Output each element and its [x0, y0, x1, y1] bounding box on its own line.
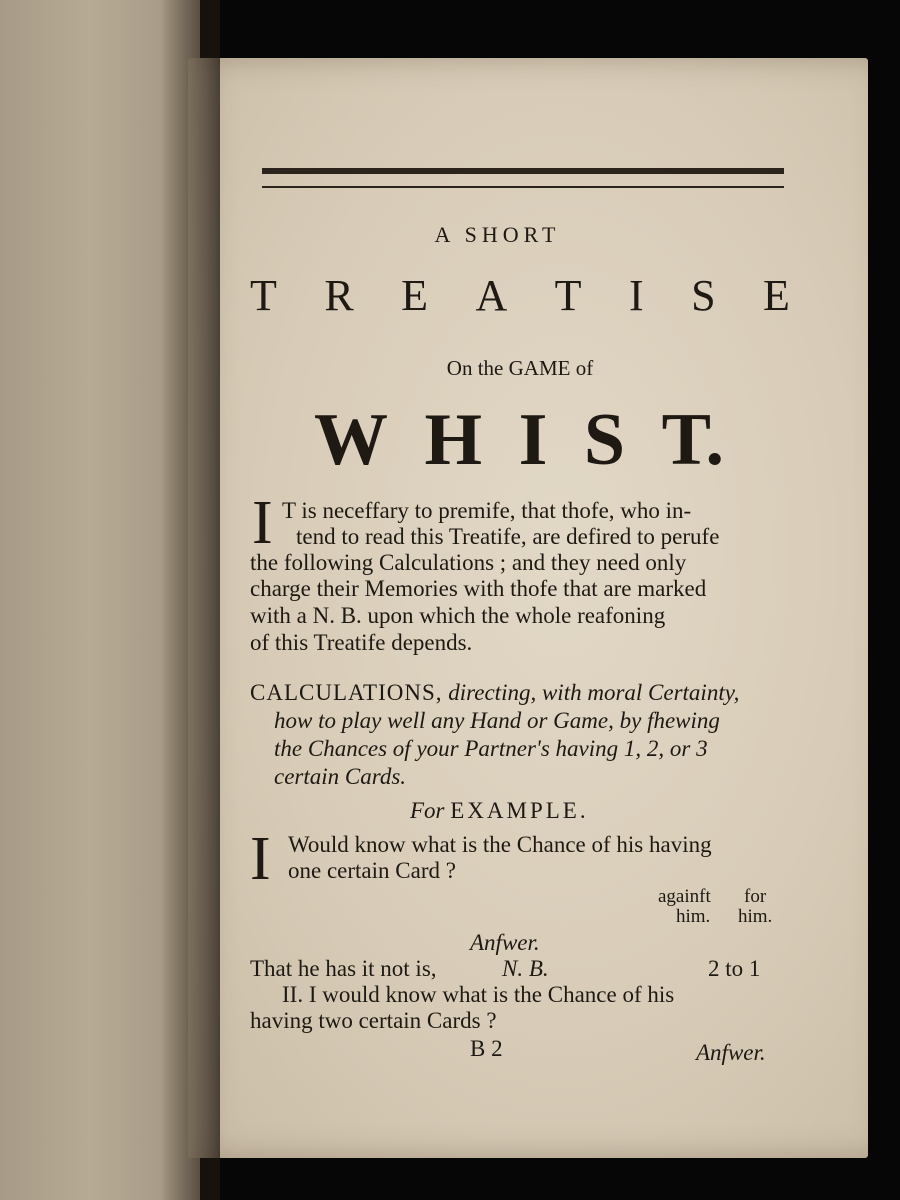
- column-header-against-him: him.: [676, 906, 711, 927]
- column-header-for: for: [744, 886, 767, 907]
- intro-line-2: tend to read this Treatife, are defired to perufe: [296, 524, 720, 549]
- calc-line-3: the Chances of your Partner's having 1, 2, or 3: [274, 736, 708, 761]
- treatise-letter: E: [401, 271, 429, 320]
- treatise-letter: S: [691, 271, 716, 320]
- whist-letter: W: [314, 399, 388, 481]
- calc-line-1-rest: directing, with moral Certainty,: [448, 680, 740, 705]
- signature-mark: B 2: [470, 1036, 503, 1061]
- answer-label: Anfwer.: [470, 930, 540, 955]
- answer-1-text: That he has it not is,: [250, 956, 437, 981]
- treatise-letter: T: [554, 271, 582, 320]
- whist-letter: I: [518, 399, 548, 481]
- top-rule-thin: [262, 186, 784, 188]
- column-header-for-him: him.: [738, 906, 773, 927]
- calc-heading: CALCULATIONS,: [250, 680, 443, 705]
- q2-line-1: II. I would know what is the Chance of his: [282, 982, 675, 1007]
- whist-letter: T.: [661, 399, 724, 481]
- intro-line-3: the following Calculations ; and they need only: [250, 550, 687, 575]
- treatise-letter: T: [250, 271, 277, 320]
- calc-line-1: [250, 680, 739, 706]
- treatise-letter: I: [629, 271, 644, 320]
- whist-letter: S: [583, 399, 626, 481]
- intro-dropcap: I: [252, 489, 273, 557]
- whist-letter: H: [424, 399, 483, 481]
- heading-whist: [314, 398, 724, 483]
- heading-treatise: [250, 270, 790, 321]
- catchword: Anfwer.: [696, 1040, 766, 1065]
- treatise-letter: R: [324, 271, 354, 320]
- heading-a-short: A SHORT: [434, 222, 561, 247]
- q1-dropcap: I: [250, 825, 271, 893]
- treatise-letter: A: [475, 271, 508, 320]
- example-caps: EXAMPLE.: [450, 798, 589, 823]
- answer-1-nb: N. B.: [502, 956, 549, 981]
- top-rule: [262, 168, 784, 174]
- example-for: For: [410, 798, 445, 823]
- q2-line-2: having two certain Cards ?: [250, 1008, 497, 1033]
- example-heading: [410, 798, 589, 824]
- intro-line-5: with a N. B. upon which the whole reafoning: [250, 603, 666, 628]
- intro-line-1: T is neceffary to premife, that thofe, who in-: [282, 498, 692, 523]
- treatise-letter: E: [763, 271, 790, 320]
- answer-1-odds: 2 to 1: [708, 956, 761, 981]
- column-header-against: againft: [658, 886, 711, 907]
- q1-line-2: one certain Card ?: [288, 858, 456, 883]
- intro-line-4: charge their Memories with thofe that are marked: [250, 576, 707, 601]
- q1-line-1: Would know what is the Chance of his having: [288, 832, 712, 857]
- calc-line-4: certain Cards.: [274, 764, 407, 789]
- calc-line-2: how to play well any Hand or Game, by fhewing: [274, 708, 720, 733]
- heading-on-the-game: On the GAME of: [446, 356, 594, 380]
- intro-line-6: of this Treatife depends.: [250, 630, 473, 655]
- gutter-shadow: [160, 0, 220, 1200]
